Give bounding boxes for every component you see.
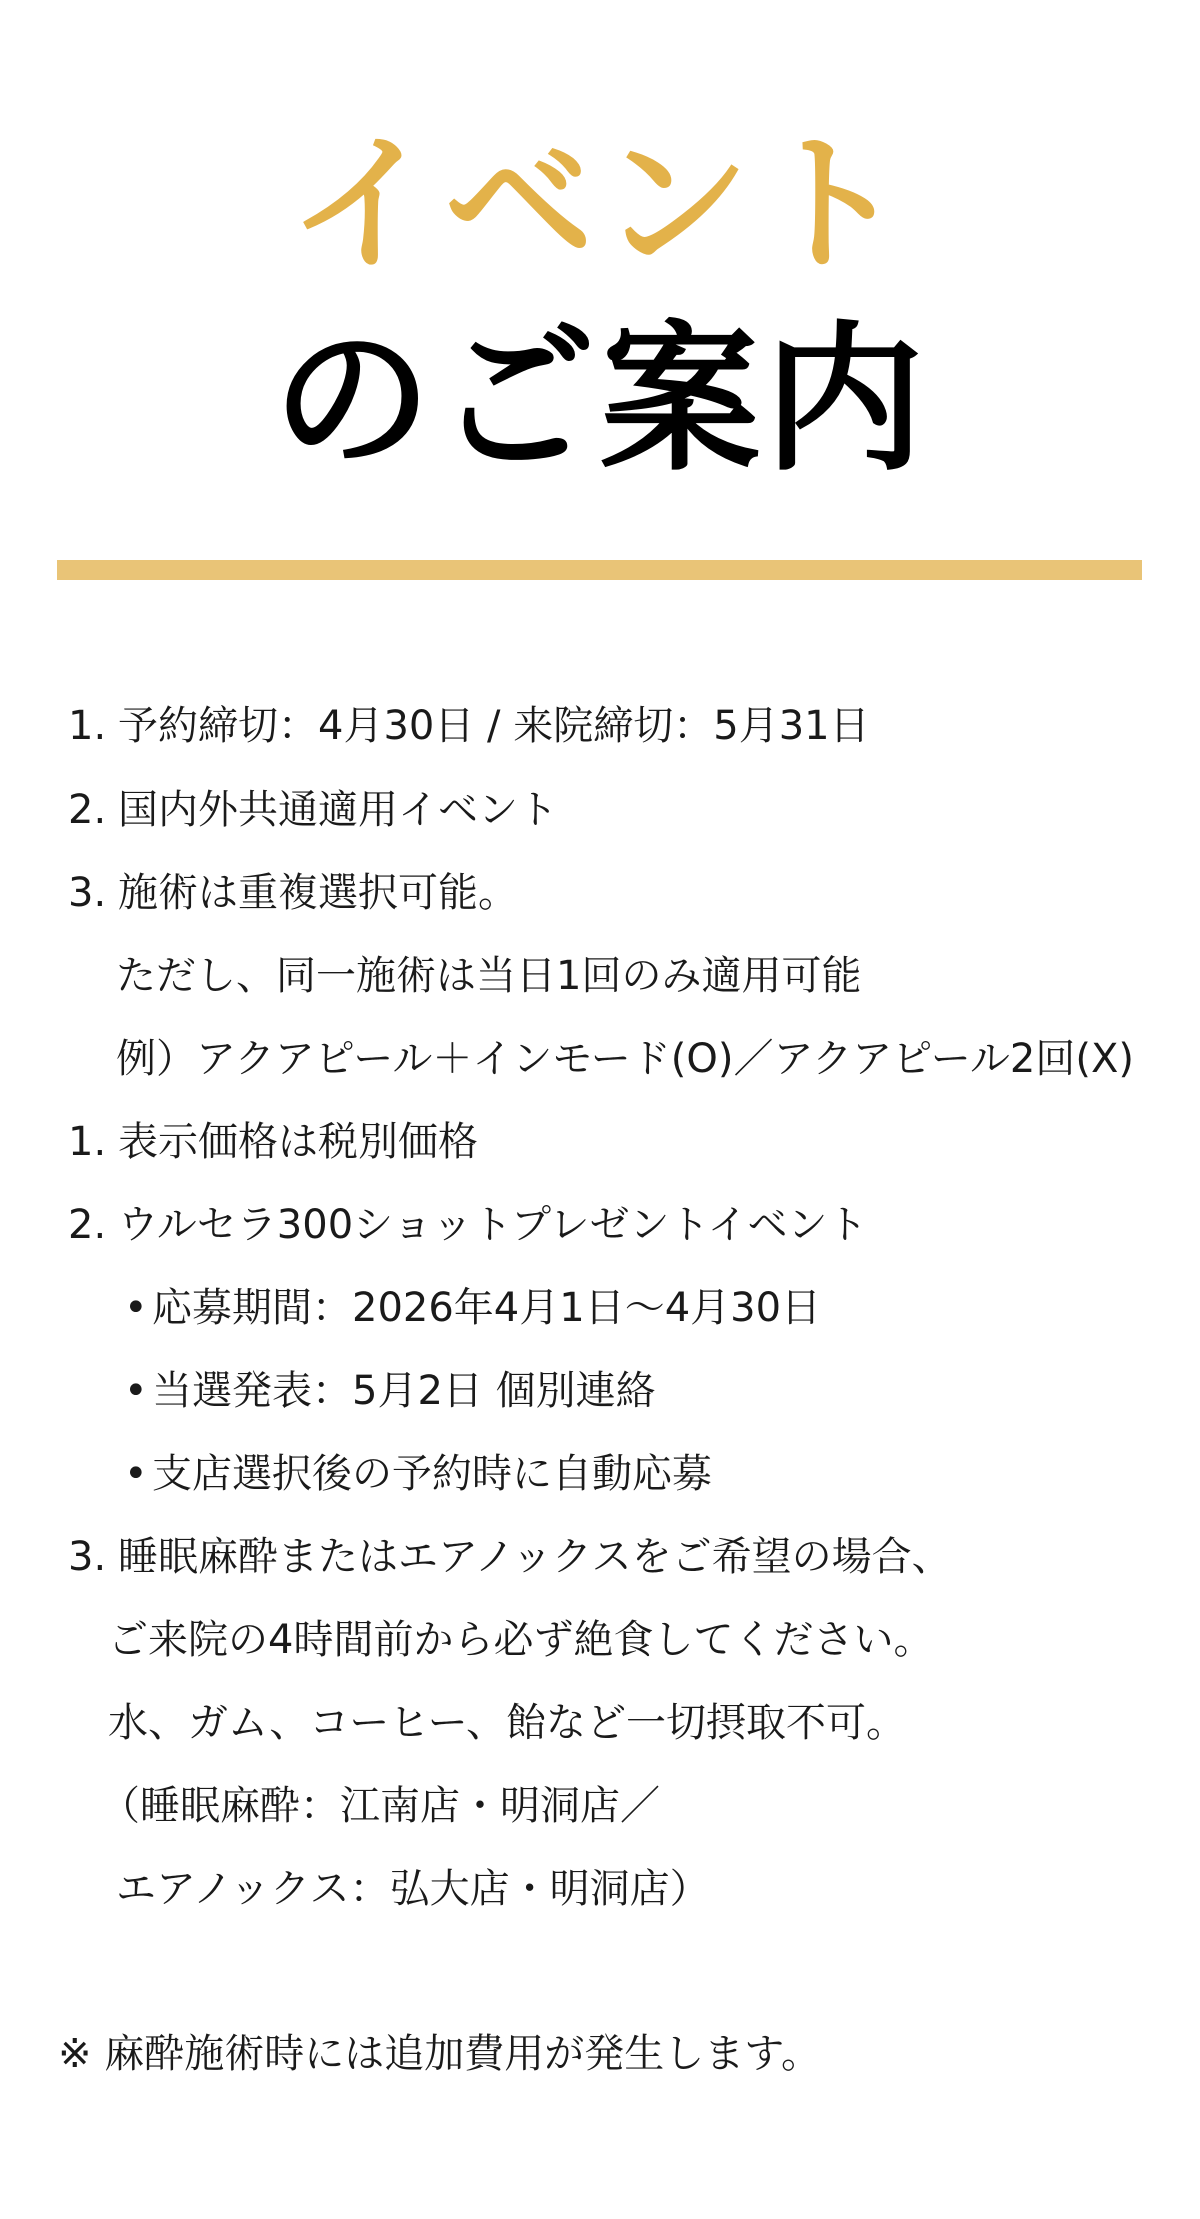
list-number: 1. xyxy=(68,703,107,749)
footnote: ※ 麻酔施術時には追加費用が発生します。 xyxy=(58,2031,822,2077)
bullet-text: 支店選択後の予約時に自動応募 xyxy=(152,1451,712,1497)
list-number: 3. xyxy=(68,870,107,916)
list-number: 3. xyxy=(68,1534,107,1580)
list-item xyxy=(68,702,870,750)
list-continuation: ただし、同一施術は当日1回のみ適用可能 xyxy=(116,953,862,999)
title-divider xyxy=(57,560,1142,580)
list-item xyxy=(68,786,558,834)
list-number: 2. xyxy=(68,1202,107,1248)
bullet-text: 応募期間：2026年4月1日～4月30日 xyxy=(152,1285,822,1331)
title-event: イベント xyxy=(287,118,912,292)
bullet-item xyxy=(124,1450,712,1498)
bullet-marker: • xyxy=(124,1285,148,1331)
list-text: ウルセラ300ショットプレゼントイベント xyxy=(118,1202,868,1248)
list-item xyxy=(68,1533,952,1581)
bullet-marker: • xyxy=(124,1451,148,1497)
list-continuation: 例）アクアピール＋インモード(O)／アクアピール2回(X) xyxy=(116,1036,1134,1082)
list-number: 2. xyxy=(68,787,107,833)
list-text: 予約締切：4月30日 / 来院締切：5月31日 xyxy=(118,703,870,749)
list-item xyxy=(68,869,518,917)
list-item xyxy=(68,1201,868,1249)
list-continuation: （睡眠麻酔：江南店・明洞店／ xyxy=(100,1783,660,1829)
list-continuation: ご来院の4時間前から必ず絶食してください。 xyxy=(108,1617,934,1663)
list-text: 国内外共通適用イベント xyxy=(118,787,558,833)
bullet-item xyxy=(124,1367,656,1415)
list-text: 表示価格は税別価格 xyxy=(118,1119,478,1165)
list-continuation: エアノックス：弘大店・明洞店） xyxy=(116,1866,710,1912)
bullet-item xyxy=(124,1284,821,1332)
list-number: 1. xyxy=(68,1119,107,1165)
title-guide: のご案内 xyxy=(271,306,928,493)
list-text: 施術は重複選択可能。 xyxy=(118,870,518,916)
bullet-text: 当選発表：5月2日 個別連絡 xyxy=(152,1368,656,1414)
list-item xyxy=(68,1118,478,1166)
list-continuation: 水、ガム、コーヒー、飴など一切摂取不可。 xyxy=(108,1700,906,1746)
list-text: 睡眠麻酔またはエアノックスをご希望の場合、 xyxy=(118,1534,952,1580)
bullet-marker: • xyxy=(124,1368,148,1414)
